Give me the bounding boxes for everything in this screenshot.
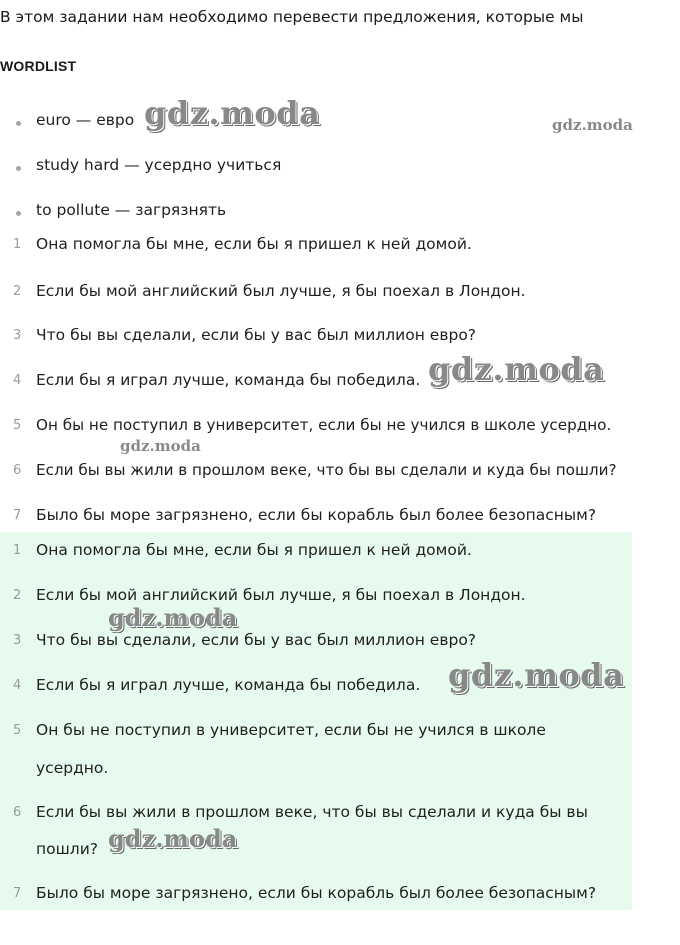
sentence-text: Если бы я играл лучше, команда бы победила. — [36, 371, 421, 389]
answer-text-continuation: усердно. — [36, 759, 109, 777]
answer-number: 6 — [13, 805, 22, 820]
answer-number: 4 — [13, 678, 22, 693]
sentence-number: 2 — [13, 284, 22, 299]
watermark-logo: gdz.moda — [108, 603, 238, 632]
answer-text: Что бы вы сделали, если бы у вас был миллион евро? — [36, 631, 477, 649]
answer-number: 7 — [13, 886, 22, 901]
answer-text: Он бы не поступил в университет, если бы не учился в школе — [36, 721, 546, 739]
sentence-number: 6 — [13, 463, 22, 478]
sentence-number: 4 — [13, 373, 22, 388]
answer-text-continuation: пошли? — [36, 840, 99, 858]
sentence-text: Что бы вы сделали, если бы у вас был миллион евро? — [36, 326, 477, 344]
sentence-number: 3 — [13, 328, 22, 343]
sentence-number: 1 — [13, 237, 22, 252]
bullet-icon — [16, 166, 21, 171]
watermark-logo: gdz.moda — [108, 824, 238, 853]
sentence-text: Он бы не поступил в университет, если бы не учился в школе усердно. — [36, 416, 612, 434]
watermark-logo: gdz.moda — [144, 94, 321, 132]
wordlist-item: euro — евро — [36, 111, 135, 129]
sentence-text: Если бы вы жили в прошлом веке, что бы вы сделали и куда бы пошли? — [36, 461, 617, 479]
watermark-logo: gdz.moda — [552, 116, 633, 134]
wordlist-item: study hard — усердно учиться — [36, 156, 282, 174]
watermark-logo: gdz.moda — [448, 656, 625, 694]
intro-text: В этом задании нам необходимо перевести предложения, которые мы — [0, 8, 584, 26]
wordlist-item: to pollute — загрязнять — [36, 201, 227, 219]
answer-text: Если бы вы жили в прошлом веке, что бы вы сделали и куда бы вы — [36, 803, 588, 821]
answer-number: 3 — [13, 633, 22, 648]
answer-text: Если бы мой английский был лучше, я бы поехал в Лондон. — [36, 586, 526, 604]
answer-text: Она помогла бы мне, если бы я пришел к ней домой. — [36, 541, 472, 559]
answer-text: Если бы я играл лучше, команда бы победила. — [36, 676, 421, 694]
sentence-text: Она помогла бы мне, если бы я пришел к ней домой. — [36, 235, 472, 253]
answer-text: Было бы море загрязнено, если бы корабль был более безопасным? — [36, 884, 597, 902]
sentence-text: Если бы мой английский был лучше, я бы поехал в Лондон. — [36, 282, 526, 300]
sentence-number: 5 — [13, 418, 22, 433]
sentence-number: 7 — [13, 508, 22, 523]
sentence-text: Было бы море загрязнено, если бы корабль был более безопасным? — [36, 506, 597, 524]
answer-number: 5 — [13, 723, 22, 738]
answer-number: 2 — [13, 588, 22, 603]
bullet-icon — [16, 121, 21, 126]
watermark-logo: gdz.moda — [428, 350, 605, 388]
bullet-icon — [16, 211, 21, 216]
answer-number: 1 — [13, 543, 22, 558]
wordlist-heading: WORDLIST — [0, 58, 77, 74]
watermark-logo: gdz.moda — [120, 437, 201, 455]
